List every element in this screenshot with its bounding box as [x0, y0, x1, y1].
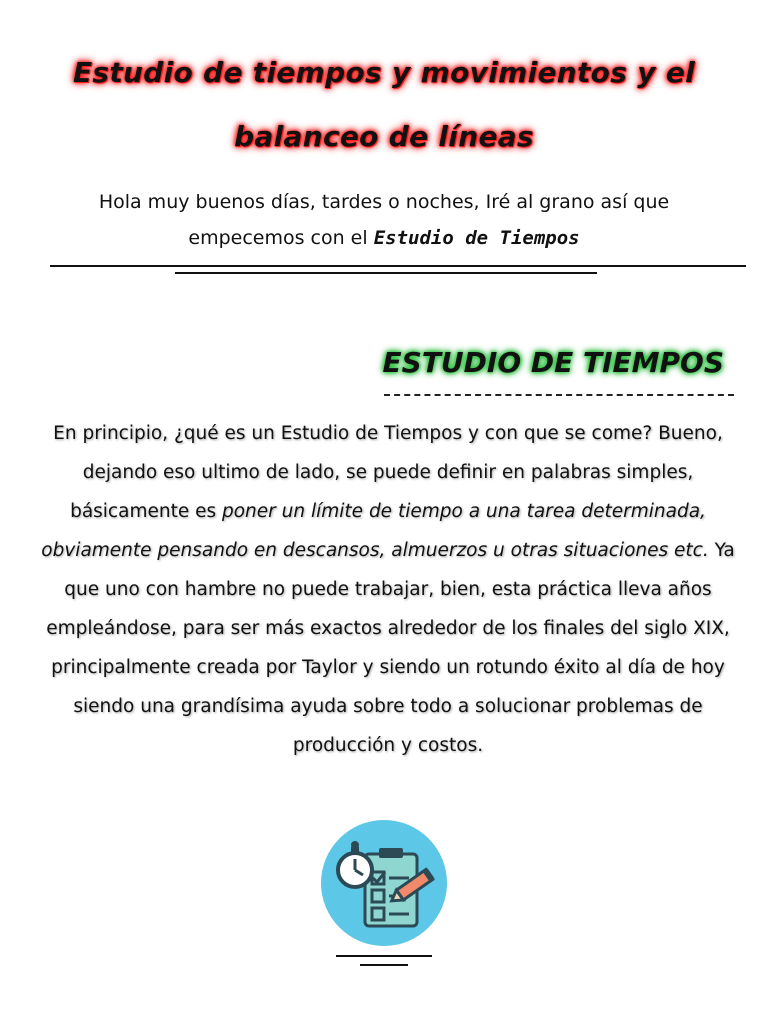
- document-title-line-1: Estudio de tiempos y movimientos y el: [72, 56, 696, 89]
- paragraph-italic-text: poner un límite de tiempo a una tarea determinada, obviamente pensando en descansos, almuerzos u otras situaciones etc.: [41, 501, 709, 561]
- divider-short: [175, 272, 597, 274]
- intro-bold-text: Estudio de Tiempos: [373, 227, 580, 249]
- paragraph-text-1: En principio, ¿qué es un Estudio de Tiempos y con que se come? Bueno, dejando eso ultimo de lado, se puede definir en palabras simples, básicamente es: [53, 423, 723, 522]
- bottom-divider-short: [360, 964, 408, 966]
- intro-paragraph: [40, 184, 728, 256]
- stopwatch-checklist-icon: [321, 820, 447, 946]
- document-title-line-2: balanceo de líneas: [234, 120, 534, 153]
- section-paragraph: [40, 414, 736, 765]
- section-heading: ESTUDIO DE TIEMPOS: [382, 346, 724, 379]
- bottom-divider-long: [336, 955, 432, 957]
- divider-long: [50, 265, 746, 267]
- paragraph-text-2: Ya que uno con hambre no puede trabajar, bien, esta práctica lleva años empleándose, para ser más exactos alrededor de los finales del siglo XIX, principalmente creada por Taylor y siendo un rotundo éxito al día de hoy siendo una grandísima ayuda sobre todo a solucionar problemas de producción y costos.: [46, 540, 735, 756]
- section-dashed-divider: [384, 394, 734, 396]
- intro-text: Hola muy buenos días, tardes o noches, Iré al grano así que empecemos con el: [98, 191, 670, 249]
